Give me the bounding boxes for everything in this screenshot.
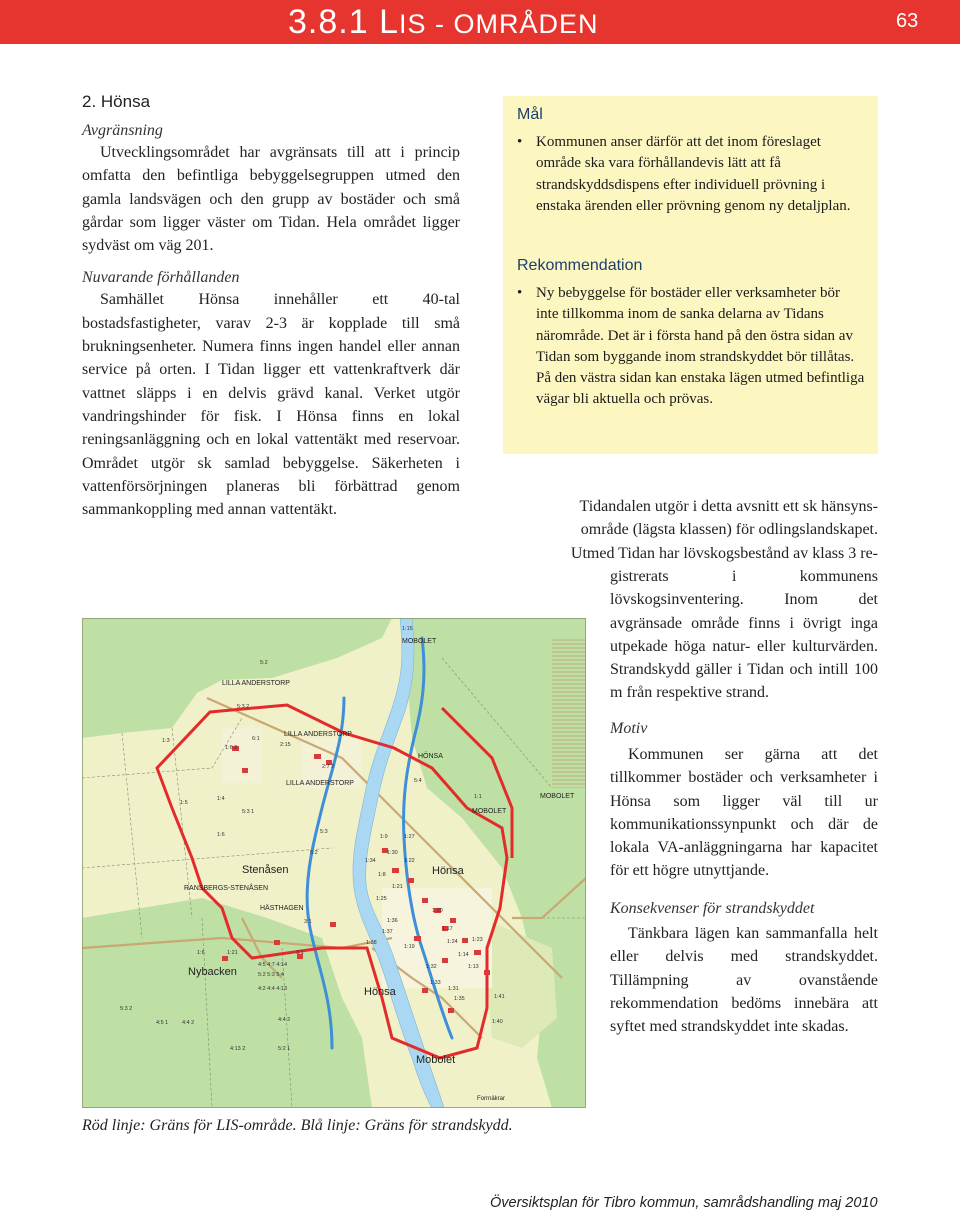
map-parcel-label: 1:6 [217, 832, 225, 838]
page-header [0, 0, 960, 44]
map-parcel-label: 5:3 2 [120, 1006, 133, 1012]
rekommendation-list [517, 283, 865, 411]
map-parcel-label: 1:20 [432, 908, 443, 914]
title-rest: IS - OMRÅDEN [399, 9, 599, 39]
map-parcel-label: 2:7 2 [322, 764, 335, 770]
map-parcel-label: 1:32 [426, 964, 437, 970]
intro-line: område (lägsta klassen) för odlingslandskapet. [580, 521, 878, 539]
motiv-text: Kommunen ser gärna att det tillkommer bostäder och verksamheter i Hönsa som ligger väl till ur kommunikationssynpunkt och där de lokala VA-anläggningarna har kapacitet för ett högre utnyttjande. [610, 746, 878, 880]
map-svg [82, 618, 586, 1108]
mal-heading: Mål [517, 106, 543, 123]
map-place-label: Stenåsen [242, 864, 289, 876]
map-parcel-label: 1:8 [378, 872, 386, 878]
map-parcel-label: 5:3 1 [242, 809, 255, 815]
map-parcel-label: 1:25 [376, 896, 387, 902]
map-parcel-label: 4:5 1 [156, 1020, 169, 1026]
goal-box [503, 96, 878, 454]
mal-item: • Kommunen anser därför att det inom föreslaget område ska vara förhållandevis lätt att få strandskyddsdispens efter individuell prövning i enstaka ärenden eller prövning genom ny detaljplan. [517, 132, 865, 217]
map-caption: Röd linje: Gräns för LIS-område. Blå linje: Gräns för strandskydd. [82, 1117, 513, 1134]
page-number: 63 [896, 10, 919, 32]
map-place-label: HÄSTHAGEN [260, 905, 304, 912]
map-place-label: HÖNSA [418, 753, 443, 760]
map-place-label: Nybacken [188, 966, 237, 978]
map-place-label: LILLA ANDERSTORP [286, 780, 354, 787]
map-parcel-label: 1:35 [454, 996, 465, 1002]
map-parcel-label: 2:15 [280, 742, 291, 748]
paragraph-nuvarande: Samhället Hönsa innehåller ett 40-tal bostadsfastigheter, varav 2-3 är kopplade till små brukningsenheter. Numera finns ingen handel eller annan service på orten. I Tidan ligger ett vattenkraftverk där vattnet släpps i en delvis grävd kanal. Verket utgör vandringshinder för fisk. I Hönsa finns en lokal reningsanläggning och en lokal vattentäkt med reservoar. Området utgör sk samlad bebyggelse. Säkerheten i vattenförsörjningen planeras bli förbättrad genom sammankoppling med annan vattentäkt. [82, 291, 460, 519]
map-parcel-label: 4:2 4:4 4:13 [258, 986, 288, 992]
area-map [82, 618, 586, 1108]
map-place-label: Hönsa [432, 865, 464, 877]
section-title: 2. Hönsa [82, 92, 151, 111]
title-initial: L [379, 3, 399, 41]
map-parcel-label: 1:31 [448, 986, 459, 992]
map-parcel-label: 5:2 1 [278, 1046, 291, 1052]
map-parcel-label: 1:9 [380, 834, 388, 840]
map-place-label: Hönsa [364, 986, 396, 998]
map-parcel-label: 1:6 2 [225, 745, 238, 751]
map-parcel-label: 1:33 [430, 980, 441, 986]
map-parcel-label: 5:3 2 [237, 704, 250, 710]
map-parcel-label: 4:4 2 [278, 1017, 291, 1023]
map-parcel-label: 5:2 [310, 850, 318, 856]
map-parcel-label: 1:22 [404, 858, 415, 864]
map-parcel-label: 4:4 2 [182, 1020, 195, 1026]
intro-text [503, 495, 878, 565]
map-parcel-label: 6:1 [252, 736, 260, 742]
map-parcel-label: 1:36 [387, 918, 398, 924]
subheading-avgransning: Avgränsning [82, 122, 163, 139]
subheading-nuvarande: Nuvarande förhållanden [82, 269, 240, 287]
map-parcel-label: 1:24 [447, 939, 458, 945]
page-footer: Översiktsplan för Tibro kommun, samrådshandling maj 2010 [490, 1195, 878, 1211]
map-parcel-label: 1:38 [366, 940, 377, 946]
map-parcel-label: 3:1 [304, 919, 312, 925]
map-parcel-label: 1:13 [468, 964, 479, 970]
map-place-label: RANSBERGS-STENÅSEN [184, 885, 269, 892]
map-parcel-label: 1:6 [197, 950, 205, 956]
konsekvenser-text: Tänkbara lägen kan sammanfalla helt eller delvis med strandskyddet. Tillämpning av ovanstående rekommendation bedöms innebära att syftet med strandskyddet inte skadas. [610, 925, 878, 1036]
map-parcel-label: 1:21 [392, 884, 403, 890]
chapter-title [288, 2, 599, 44]
map-parcel-label: 1:3 [162, 738, 170, 744]
intro-line: Tidandalen utgör i detta avsnitt ett sk hänsyns- [579, 498, 878, 515]
map-place-label: Mobolet [416, 1054, 456, 1066]
rekommendation-item: • Ny bebyggelse för bostäder eller verksamheter bör inte tillkomma inom de sanka delarna av Tidans närområde. Det är i första hand på den östra sidan av Tidan som byggande inom strandskyddet bör tillåtas. På den västra sidan kan enstaka lägen utmed befintliga vägar bli aktuella och prövas. [517, 283, 865, 411]
map-place-label: MOBOLET [402, 638, 437, 645]
map-place-label: MOBOLET [540, 793, 575, 800]
map-parcel-label: 1:37 [382, 929, 393, 935]
left-column [82, 92, 460, 521]
map-parcel-label: 5:4 [414, 778, 422, 784]
map-parcel-label: 1:21 [227, 950, 238, 956]
map-parcel-label: 5:3 [320, 829, 328, 835]
map-parcel-label: 5:2 [260, 660, 268, 666]
konsekvenser-heading: Konsekvenser för strandskyddet [610, 900, 815, 917]
section-number: 3.8.1 [288, 3, 369, 41]
map-parcel-label: 1:14 [458, 952, 469, 958]
intro-line: Utmed Tidan har lövskogsbestånd av klass 3 re- [570, 544, 878, 562]
map-parcel-label: 1:17 [442, 926, 453, 932]
map-parcel-label: 5:2 5:3 5:4 [258, 972, 284, 978]
map-parcel-label: 1:1 [474, 794, 482, 800]
mal-list [517, 132, 865, 217]
intro-text-cont: gistrerats i kommunens lövskogsinventering. Inom det avgränsade område finns i övrigt inga utpekade höga natur- eller kulturvärden. Strandskydd gäller i Tidan och intill 100 m från respektive strand. [610, 568, 878, 702]
map-parcel-label: 1:23 [472, 937, 483, 943]
map-parcel-label: 1:41 [494, 994, 505, 1000]
map-parcel-label: 4:13 2 [230, 1046, 246, 1052]
motiv-heading: Motiv [610, 720, 648, 737]
rekommendation-heading: Rekommendation [517, 257, 643, 274]
map-parcel-label: 4:5 4:7 4:14 [258, 962, 288, 968]
map-parcel-label: 1:19 [404, 944, 415, 950]
map-parcel-label: 1:34 [365, 858, 376, 864]
map-parcel-label: 1:4 [217, 796, 225, 802]
paragraph-avgransning: Utvecklingsområdet har avgränsats till att i princip omfatta den befintliga bebyggelsegruppen utmed den gamla landsvägen och den grupp av bostäder och små gårdar som ligger väster om Tidan. Hela området ligger sydväst om väg 201. [82, 144, 460, 255]
map-place-label: LILLA ANDERSTORP [222, 680, 290, 687]
map-place-label: MOBOLET [472, 808, 507, 815]
map-place-label: LILLA ANDERSTORP [284, 731, 352, 738]
map-parcel-label: 3:1 [296, 950, 304, 956]
map-parcel-label: 1:27 [404, 834, 415, 840]
map-parcel-label: 1:30 [387, 850, 398, 856]
map-place-label: Forrnäkrar [477, 1096, 506, 1102]
map-parcel-label: 1:40 [492, 1019, 503, 1025]
map-parcel-label: 1:15 [402, 626, 413, 632]
map-parcel-label: 1:5 [180, 800, 188, 806]
